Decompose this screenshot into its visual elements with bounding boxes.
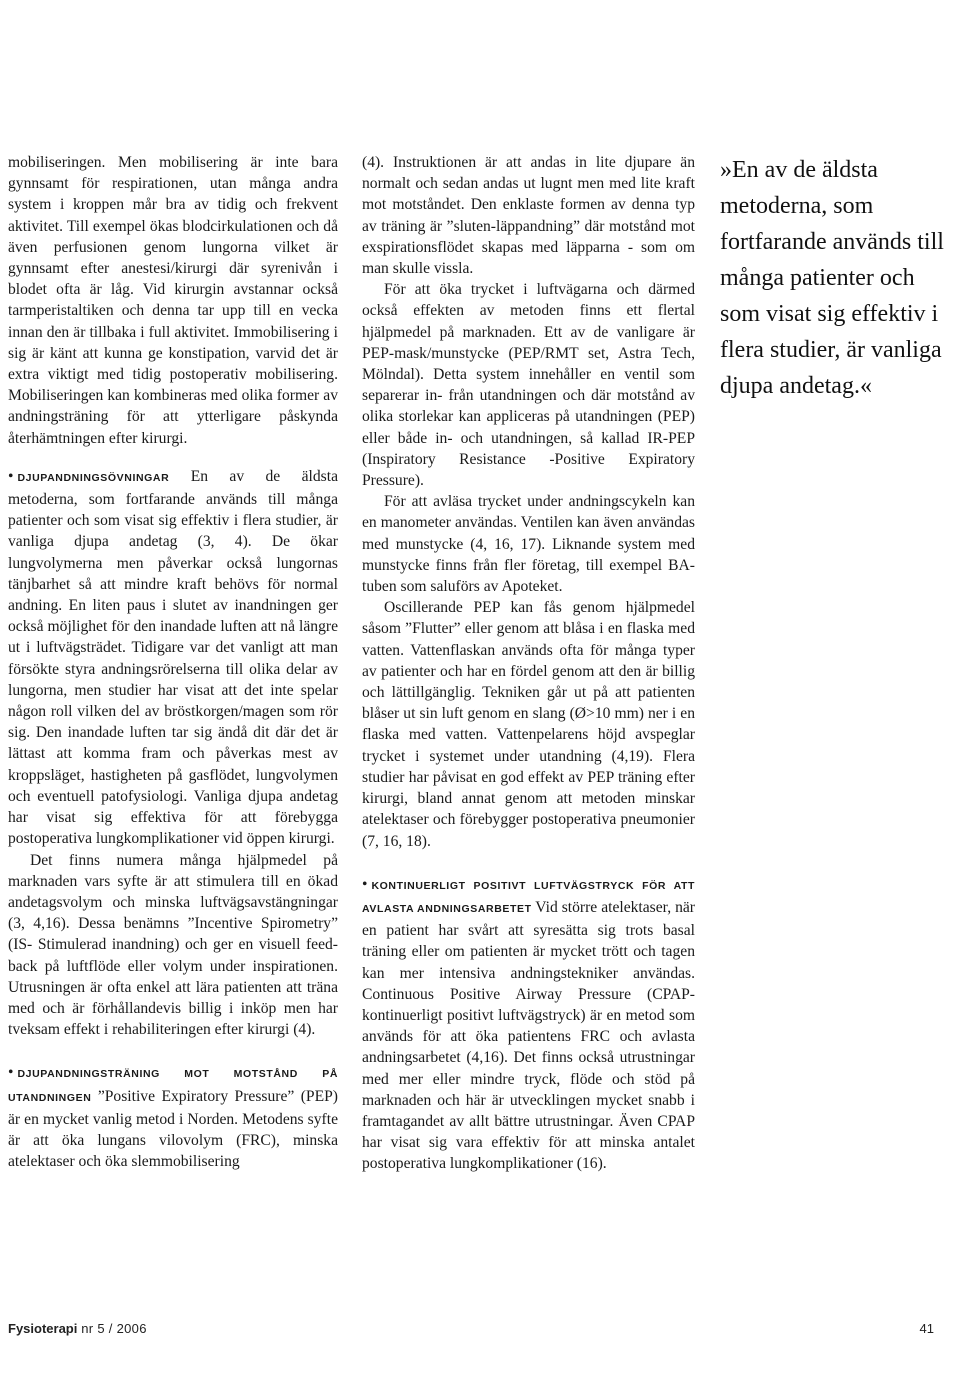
section-djupandningsovningar [8,466,338,850]
paragraph-instruktion: (4). Instruktionen är att andas in lite djupare än normalt och sedan andas ut lugnt men med lite kraft mot motståndet. Den enklaste formen av denna typ av träning är ”sluten-läppandning” där motstånd mot exspirationsflödet skapas med läpparna - som om man skulle vissla. [362,154,695,278]
paragraph-mobilisering: mobiliseringen. Men mobilisering är inte bara gynnsamt för respirationen, utan många andra system i kroppen mår bra av tidig och frekvent aktivitet. Till exempel ökas blodcirkulationen och då även perfusionen genom lungorna vilket är gynnsamt efter anestesi/kirurgi där syrenivån i blodet ofta är låg. Vid kirurgin avstannar också tarmperistaltiken och denna tar upp till en vecka innan den är tillbaka i full aktivitet. Immobilisering i sig är känt att kunna ge konstipation, varvid det är extra viktigt med tidig postoperativ mobilisering. Mobiliseringen kan kombineras med olika former av andningsträning för att ytterligare påskynda återhämtningen efter kirurgi. [8,154,338,447]
article-column-1 [8,152,338,1172]
issue-number: nr 5 / 2006 [77,1321,147,1336]
pull-quote: »En av de äldsta metoderna, som fortfarande används till många patienter och som visat sig effektiv i flera studier, är vanliga djupa andetag.« [720,157,944,399]
paragraph-hjalpmedel: Det finns numera många hjälpmedel på marknaden vars syfte är att stimulera till en ökad andetagsvolym och minska luftvägsavstängningar (3, 4,16). Dessa benämns ”Incentive Spirometry” (IS- Stimulerad inandning) och ger en visuell feed-back på luftflöde eller volym under inspirationen. Utrusningen är ofta enkel att lära patienten att träna med och är förhållandevis billig i inköp men har tveksam effekt i rehabiliteringen efter kirurgi (4). [8,851,338,1039]
magazine-name: Fysioterapi [8,1321,78,1336]
section-body: ”Positive Expiratory Pressure” (PEP) är en mycket vanlig metod i Norden. Metodens syfte är att öka lungans vilovolym (FRC), minska atelektaser och öka slemmobilisering [8,1087,338,1171]
section-pep-training [8,1062,338,1172]
paragraph-manometer: För att avläsa trycket under andningscykeln kan en manometer användas. Ventilen kan även användas med munstycke (4, 16, 17). Liknande system med munstycke finns från fler företag, till exempel BA-tuben som saluförs av Apoteket. [362,493,695,596]
section-body: En av de äldsta metoderna, som fortfarande används till många patienter och som visat sig effektiv i flera studier, är vanliga djupa andetag (3, 4). De ökar lungvolymerna men påverkar också lungornas tänjbarhet så att mindre kraft behövs för normal andning. En liten paus i slutet av inandningen ger också möjlighet för den inandade luften att nå längre ut i luftvägsträdet. Tidigare var det vanligt att man försökte styra andningsrörelserna till olika delar av lungorna, men studier har visat att det inte spelar någon roll vilken del av bröstkorgen/magen som rör sig. Den inandade luften tar sig ändå dit där det är lättast att komma fram och påverkas mest av kroppsläget, hastigheten på gasflödet, lungvolymen och eventuell patofysiologi. Vanliga djupa andetag har visat sig effektiva för att förebygga postoperativa lungkomplikationer vid öppen kirurgi. [8,467,338,848]
paragraph-trycket: För att öka trycket i luftvägarna och därmed också effekten av metoden finns ett flertal hjälpmedel på marknaden. Ett av de vanligare är PEP-mask/munstycke (PEP/RMT set, Astra Tech, Mölndal). Detta system innehåller en ventil som separerar in- från utandningen och där motstånd av olika storlekar kan appliceras på utandningen (PEP) eller både in- och utandningen, så kallad IR-PEP (Inspiratory Resistance -Positive Expiratory Pressure). [362,281,695,490]
bullet-icon: • [8,467,14,485]
article-column-2 [362,152,695,1175]
paragraph-oscillerande-pep: Oscillerande PEP kan fås genom hjälpmedel såsom ”Flutter” eller genom att blåsa i en flaska med vatten. Vattenflaskan används ofta för många typer av patienter och har en fördel genom att den är billig och lättillgänglig. Tekniken går ut på att patienten blåser ut sin luft genom en slang (Ø>10 mm) ner i en flaska med vatten. Vattenpelarens höjd avspeglar trycket i systemet under utandning (4,19). Flera studier har påvisat en god effekt av PEP träning efter kirurgi, bland annat genom att metoden minskar atelektaser och förebygger postoperativa pneumonier (7, 16, 18). [362,599,695,850]
page-number: 41 [919,1321,934,1336]
section-lead-heading: KONTINUERLIGT POSITIVT LUFTVÄGSTRYCK FÖR ATT AVLASTA ANDNINGSARBETET [362,879,695,915]
footer-publication [8,1321,147,1336]
section-lead-heading: DJUPANDNINGSTRÄNING MOT MOTSTÅND PÅ UTANDNINGEN [8,1068,338,1104]
section-cpap [362,874,695,1175]
bullet-icon: • [362,875,368,893]
section-lead-heading: DJUPANDNINGSÖVNINGAR [17,471,170,484]
bullet-icon: • [8,1064,14,1082]
section-body: Vid större atelektaser, när en patient har svårt att syresätta sig trots basal träning eller om patienten är mycket trött och tagen kan mer intensiva andningstekniker användas. Continuous Positive Airway Pressure (CPAP- kontinuerligt positivt luftvägstryck) är en metod som används för att öka patientens FRC och avlasta andningsarbetet (4,16). Det finns också utrustningar med mer eller mindre tryck, flöde och stöd på marknaden och här är utvecklingen mycket snabb i framtagandet av allt bättre utrustningar. Även CPAP har visat sig vara effektiv för att minska antalet postoperativa lungkomplikationer (16). [362,898,696,1173]
